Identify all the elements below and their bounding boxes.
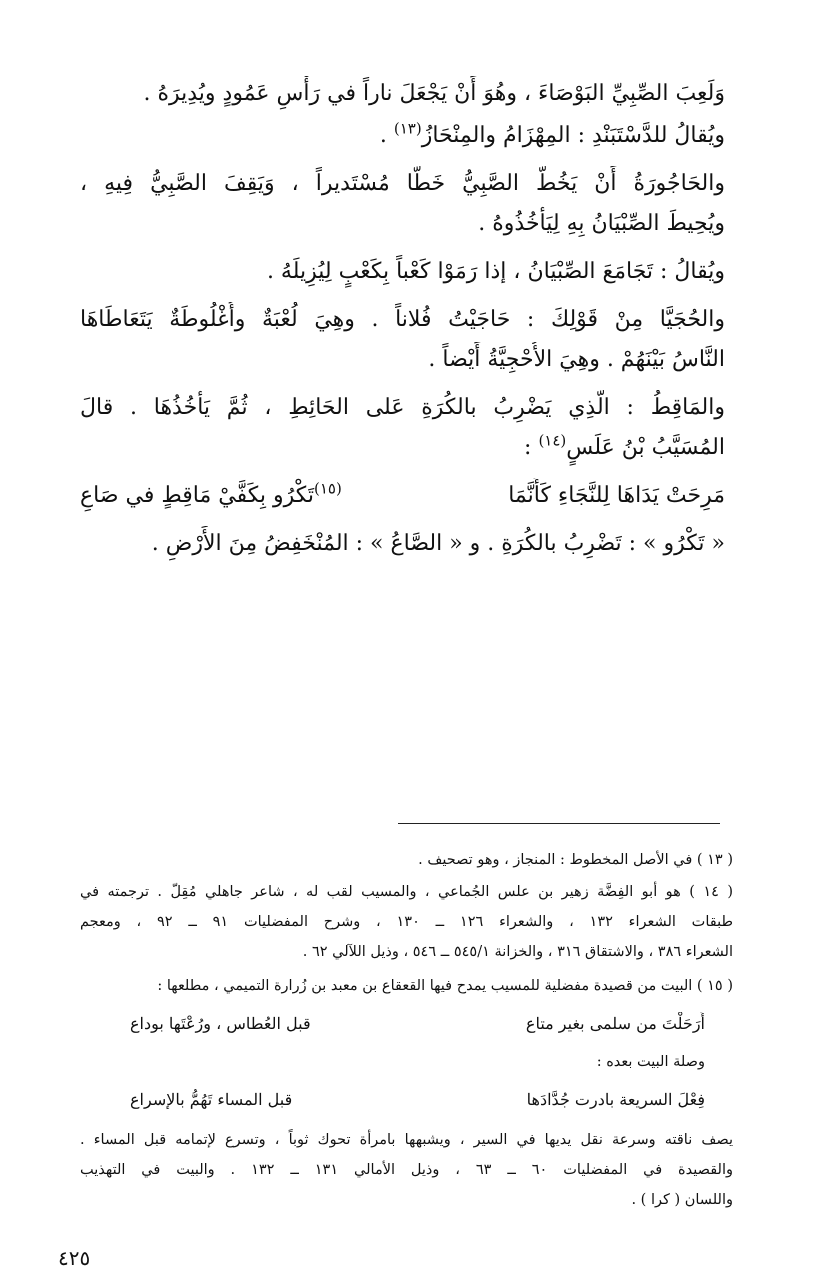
main-line-8: والمَاقِطُ : الَّذِي يَضْرِبُ بالكُرَةِ عَلى الحَائِطِ ، ثُمَّ يَأْخُذُهَا . قالَ — [80, 395, 725, 420]
main-line-7: النَّاسُ بَيْنَهُمْ . وهِيَ الأُحْجِيَّةُ أَيْضاً . — [428, 347, 725, 372]
colon: : — [524, 435, 539, 460]
main-line-10: « تَكْرُو » : تَضْرِبُ بالكُرَةِ . و « الصَّاعُ » : المُنْخَفِضُ مِنَ الأَرْضِ . — [151, 531, 725, 556]
verse-second-hemistich: $^{(١٥)}$تَكْرُو بِكَفَّيْ مَاقِطٍ في صَاعِ — [80, 479, 342, 508]
footnote-link-label: وصلة البيت بعده : — [596, 1054, 705, 1070]
main-line-5: ويُقالُ : تَجَامَعَ الصِّبْيَانُ ، إذا رَمَوْا كَعْباً بِكَعْبٍ لِيُزِيلَهُ . — [266, 259, 725, 284]
footnote-13: ( ١٣ ) في الأصل المخطوط : المنجاز ، وهو تصحيف . — [418, 852, 733, 868]
page-number: ٤٢٥ — [58, 1246, 91, 1270]
footnote-ref-14: (١٤) — [538, 431, 567, 450]
main-line-3: والحَاجُورَةُ أَنْ يَخُطَّ الصَّبِيُّ خَطًّا مُسْتَديراً ، وَيَقِفَ الصَّبِيُّ فِيهِ ، — [80, 171, 725, 196]
footnote-ref-13: (١٣) — [393, 119, 422, 138]
main-line-2 — [80, 118, 725, 154]
footnote-14-line-3: الشعراء ٣٨٦ ، والاشتقاق ٣١٦ ، والخزانة ٥٤٥/١ ــ ٥٤٦ ، وذيل اللآلي ٦٢ . — [302, 944, 733, 960]
main-line-2-text: ويُقالُ للدَّسْتَبَنْدِ : المِهْزَامُ والمِنْحَازُ — [421, 123, 725, 148]
footnote-15-tail-3: واللسان ( كرا ) . — [631, 1192, 733, 1208]
footnote-14-line-1: ( ١٤ ) هو أبو الفِضَّة زهير بن علس الجُماعي ، والمسيب لقب له ، شاعر جاهلي مُقِلّ . ترجمته في — [80, 884, 733, 900]
footnote-verse-2-first: فِعْلَ السريعة بادرت جُدَّادَها — [526, 1090, 705, 1109]
main-line-4: ويُحِيطَ الصِّبْيَانُ بِهِ لِيَأْخُذُوهُ . — [478, 211, 725, 236]
verse-first-hemistich: مَرِحَتْ يَدَاهَا لِلنَّجَاءِ كَأَنَّمَا — [508, 483, 725, 508]
footnote-verse-2 — [130, 1088, 705, 1116]
main-verse — [80, 478, 725, 516]
footnote-verse-2-second: قبل المساء تَهُمُّ بالإسراع — [130, 1090, 293, 1109]
footnote-14-line-2: طبقات الشعراء ١٣٢ ، والشعراء ١٢٦ ــ ١٣٠ ، وشرح المفضليات ٩١ ــ ٩٢ ، ومعجم — [80, 914, 733, 930]
footnote-separator — [398, 823, 720, 824]
main-line-9 — [80, 430, 725, 466]
footnote-15-tail-2: والقصيدة في المفضليات ٦٠ ــ ٦٣ ، وذيل الأمالي ١٣١ ــ ١٣٢ . والبيت في التهذيب — [80, 1162, 733, 1178]
main-line-6: والحُجَيَّا مِنْ قَوْلِكَ : حَاجَيْتُ فُلاناً . وهِيَ لُعْبَةٌ وأُغْلُوطَةٌ يَتَعَاطَاهَا — [80, 307, 725, 332]
footnote-verse-1-first: أَرَحَلْتَ من سلمى بغير متاع — [525, 1014, 705, 1033]
poet-name: المُسَيَّبُ بْنُ عَلَسٍ — [566, 435, 725, 460]
footnote-verse-1 — [130, 1012, 705, 1040]
main-line-1: وَلَعِبَ الصِّبِيِّ البَوْصَاءَ ، وهُوَ أَنْ يَجْعَلَ ناراً في رَأْسِ عَمُودٍ ويُدِيرَهُ . — [143, 81, 725, 106]
period: . — [379, 123, 394, 148]
footnote-verse-1-second: قبل العُطاس ، ورُعْتَها بوداع — [130, 1014, 311, 1033]
footnote-15-intro: ( ١٥ ) البيت من قصيدة مفضلية للمسيب يمدح فيها القعقاع بن معبد بن زُرارة التميمي ، مطلعها : — [157, 978, 733, 994]
footnote-ref-15: (١٥) — [314, 479, 342, 498]
footnote-15-tail-1: يصف ناقته وسرعة نقل يديها في السير ، ويشبهها بامرأة تحوك ثوباً ، وتسرع لإتمامه قبل المساء . — [80, 1132, 733, 1148]
